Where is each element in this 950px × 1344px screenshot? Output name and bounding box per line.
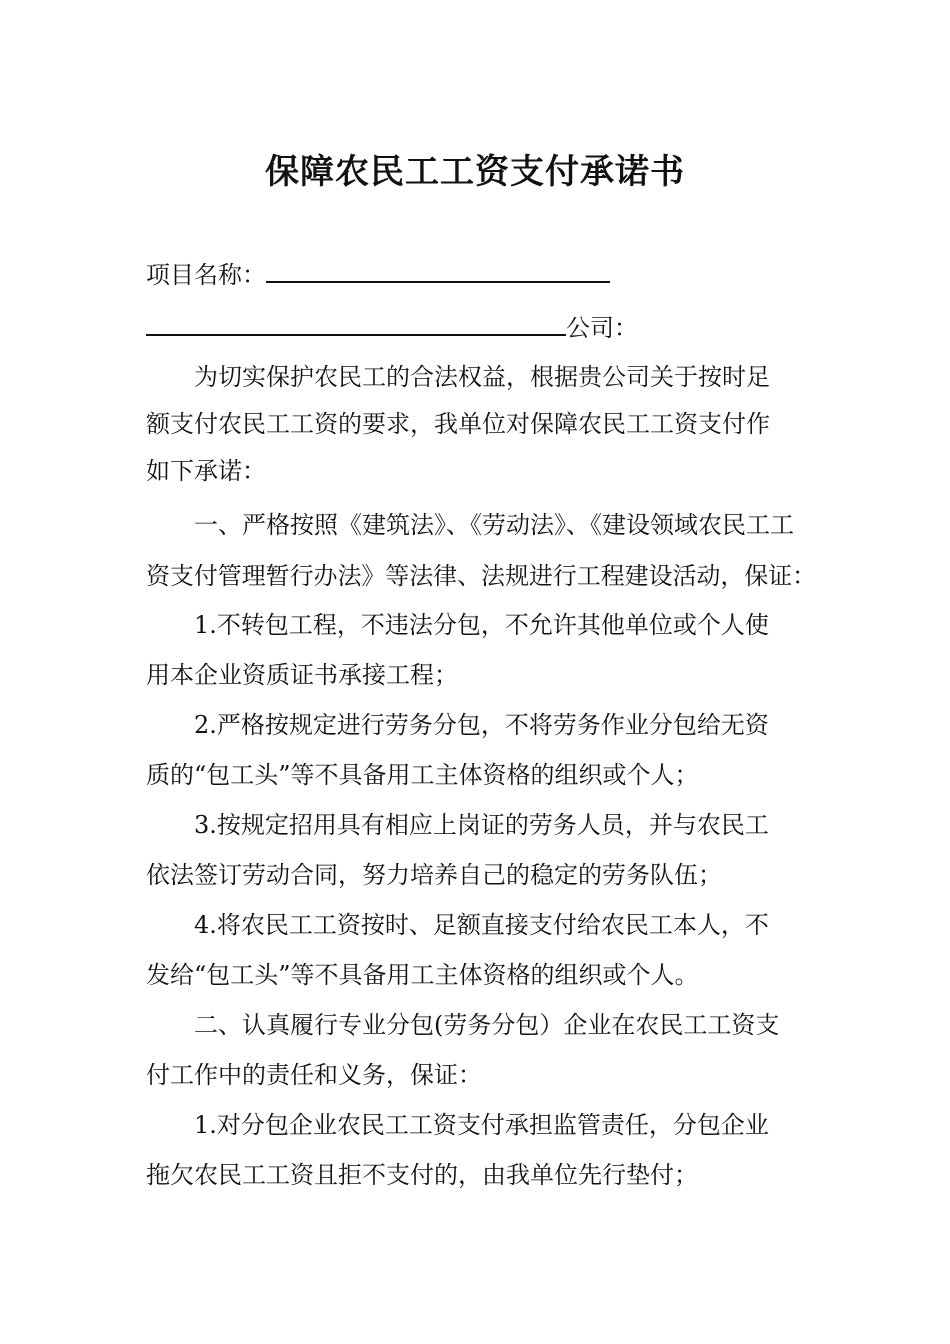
company-label: 公司： [566, 314, 638, 342]
paragraph-line: 二、认真履行专业分包(劳务分包）企业在农民工工资支 [194, 1011, 780, 1039]
paragraph-line: 付工作中的责任和义务，保证： [146, 1061, 482, 1089]
project-name-blank [266, 253, 610, 283]
paragraph-line: 为切实保护农民工的合法权益，根据贵公司关于按时足 [194, 363, 770, 391]
paragraph-line: 资支付管理暂行办法》等法律、法规进行工程建设活动，保证： [146, 562, 817, 590]
paragraph-line: 1.对分包企业农民工工资支付承担监管责任，分包企业 [194, 1111, 769, 1139]
paragraph-line: 拖欠农民工工资且拒不支付的，由我单位先行垫付； [146, 1161, 698, 1189]
document-title: 保障农民工工资支付承诺书 [265, 152, 685, 192]
project-name-label: 项目名称： [146, 261, 266, 289]
company-name-blank [146, 306, 566, 336]
paragraph-line: 额支付农民工工资的要求，我单位对保障农民工工资支付作 [146, 410, 770, 438]
paragraph-line: 3.按规定招用具有相应上岗证的劳务人员，并与农民工 [194, 811, 769, 839]
paragraph-line: 如下承诺： [146, 457, 266, 485]
paragraph-line: 用本企业资质证书承接工程； [146, 661, 458, 689]
paragraph-line: 发给“包工头”等不具备用工主体资格的组织或个人。 [146, 961, 699, 989]
paragraph-line: 4.将农民工工资按时、足额直接支付给农民工本人，不 [194, 911, 769, 939]
paragraph-line: 一、严格按照《建筑法》、《劳动法》、《建设领域农民工工 [194, 511, 794, 539]
paragraph-line: 依法签订劳动合同，努力培养自己的稳定的劳务队伍； [146, 861, 722, 889]
project-name-line [146, 253, 816, 295]
paragraph-line: 2.严格按规定进行劳务分包，不将劳务作业分包给无资 [194, 711, 769, 739]
paragraph-line: 质的“包工头”等不具备用工主体资格的组织或个人； [146, 761, 699, 789]
paragraph-line: 1.不转包工程，不违法分包，不允许其他单位或个人使 [194, 611, 769, 639]
company-line [146, 306, 816, 348]
